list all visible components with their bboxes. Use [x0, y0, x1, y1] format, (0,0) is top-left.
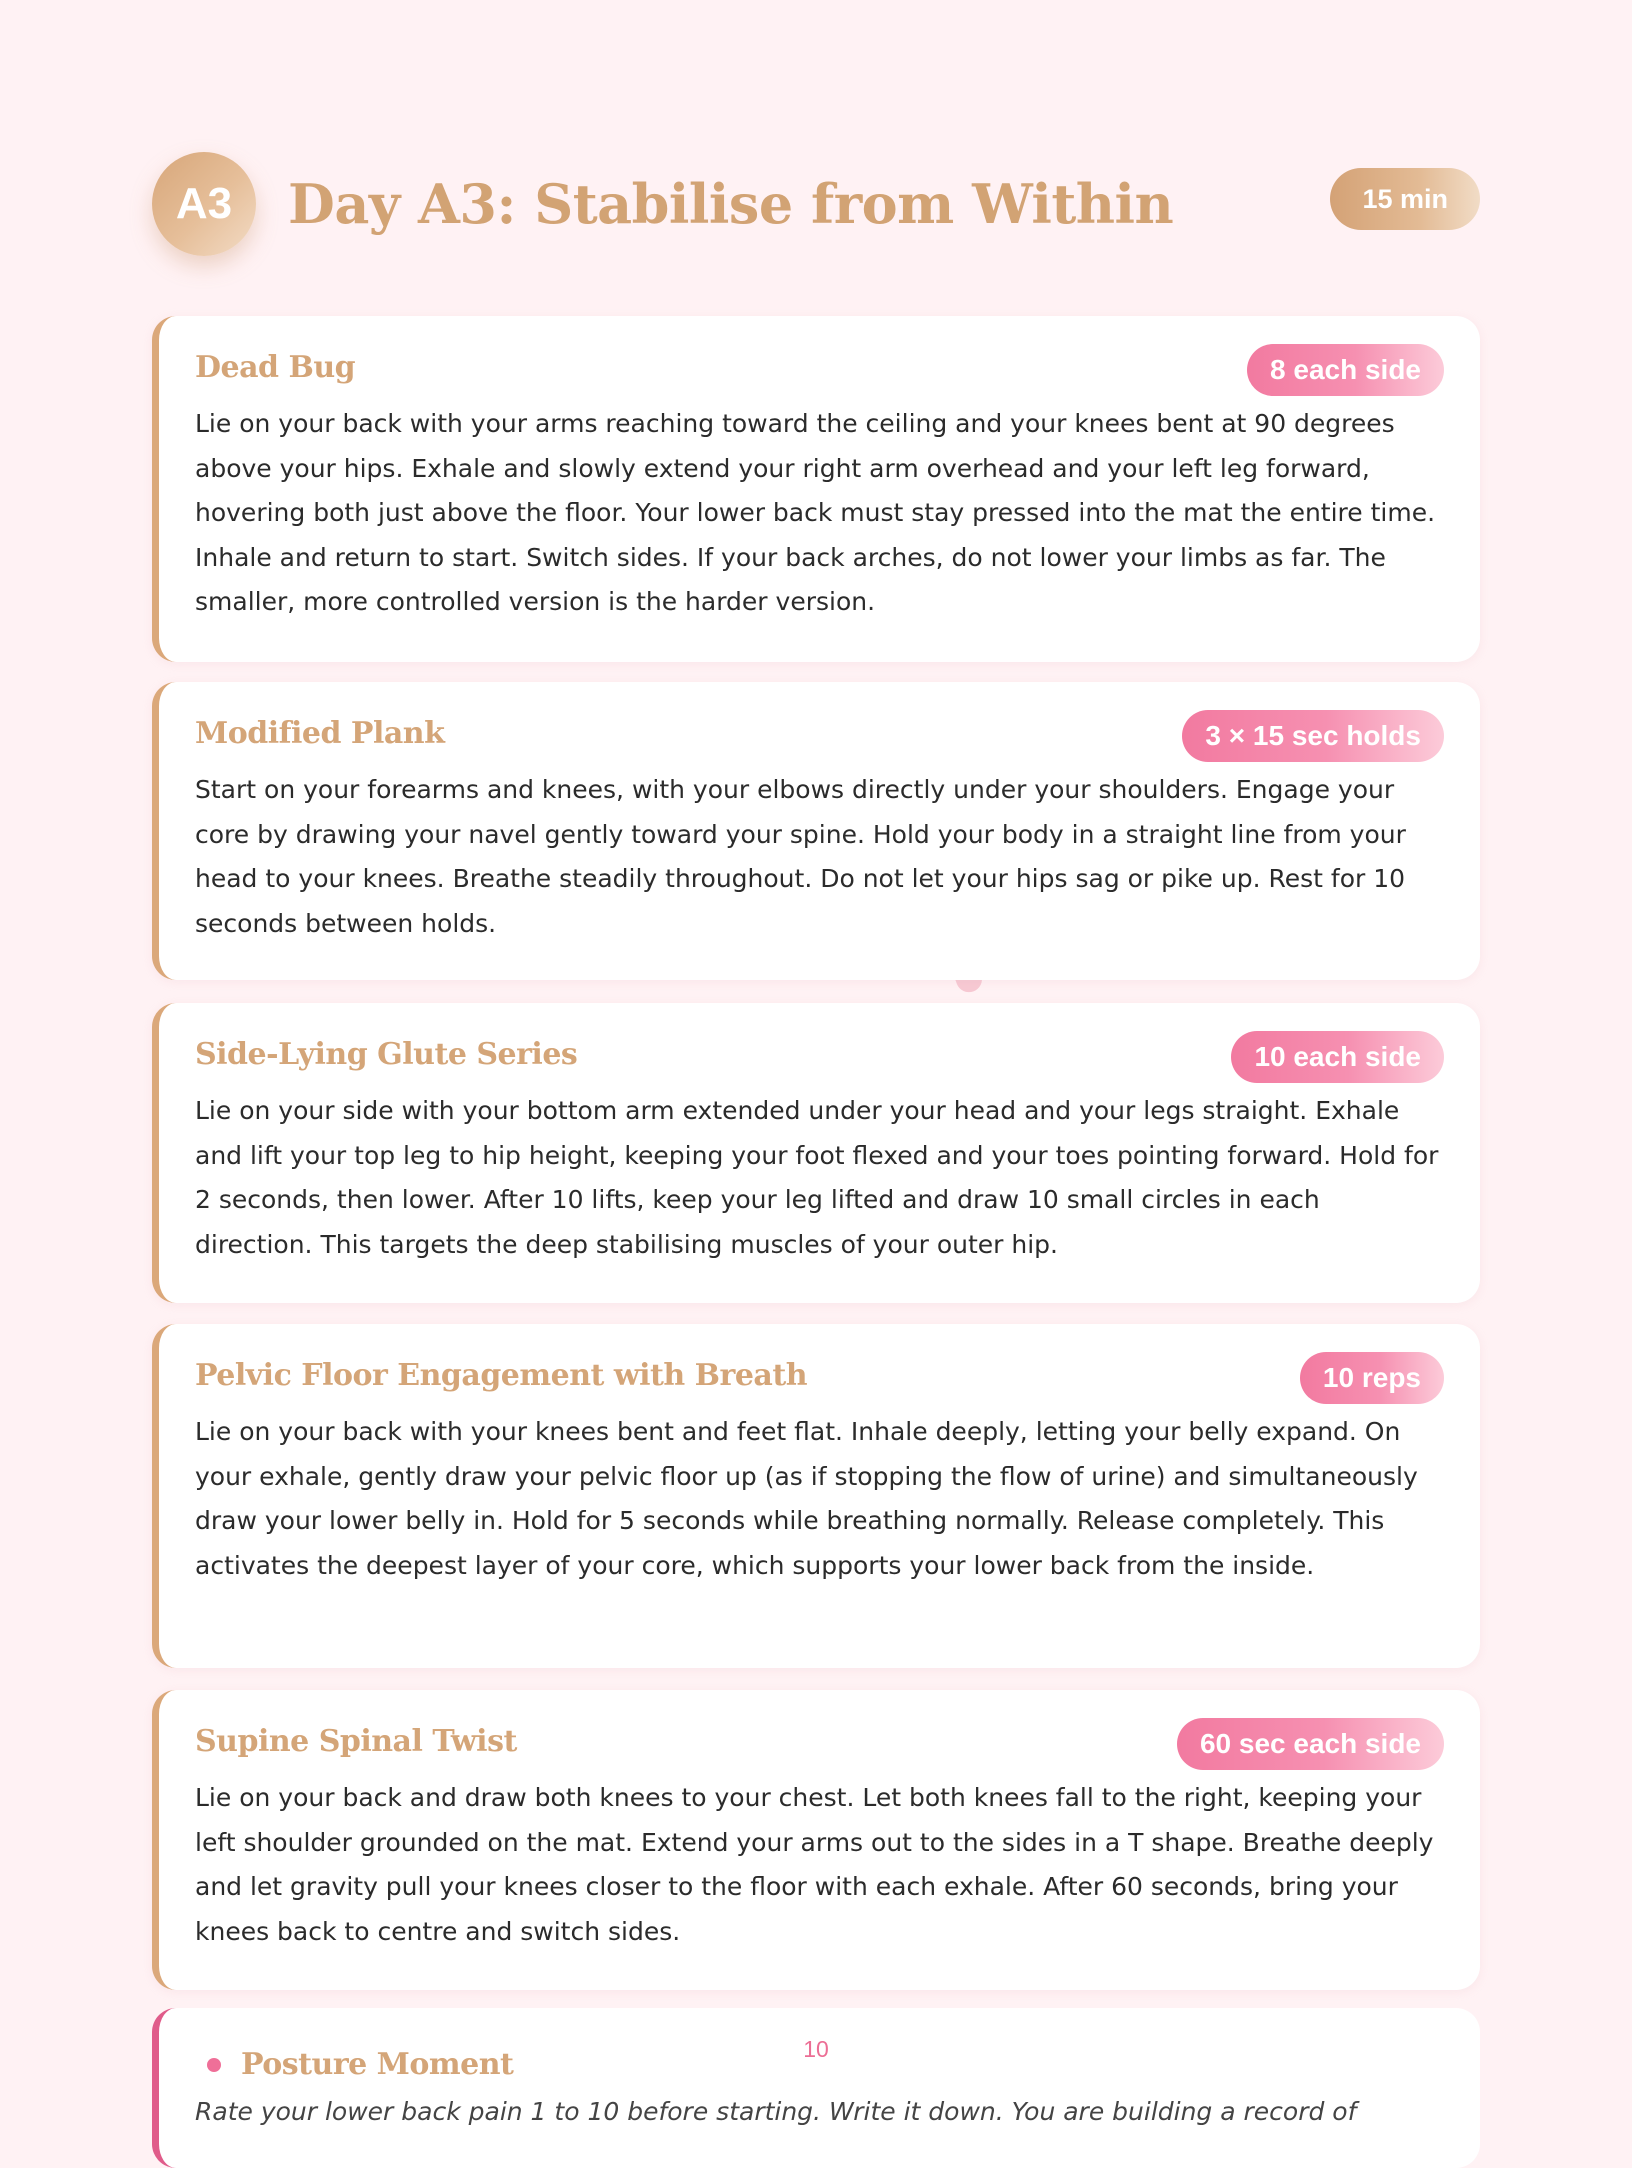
exercise-title: Dead Bug: [195, 350, 356, 385]
exercise-description: Lie on your back with your knees bent and feet flat. Inhale deeply, letting your belly expand. On your exhale, gently draw your pelvic floor up (as if stopping the flow of urine) and simultaneously draw your lower belly in. Hold for 5 seconds while breathing normally. Release completely. This activates the deepest layer of your core, which supports your lower back from the inside.: [195, 1417, 1418, 1580]
exercise-card-dead-bug: [152, 316, 1480, 662]
reps-badge: 10 reps: [1300, 1352, 1444, 1404]
exercise-card-supine-spinal-twist: [152, 1690, 1480, 1990]
tip-title: Posture Moment: [241, 2047, 514, 2082]
reps-badge: 8 each side: [1247, 344, 1444, 396]
day-badge: A3: [152, 152, 256, 256]
posture-tip-card: [152, 2008, 1480, 2168]
duration-badge: 15 min: [1330, 168, 1480, 230]
exercise-title: Pelvic Floor Engagement with Breath: [195, 1358, 808, 1393]
exercise-description: Lie on your back with your arms reaching toward the ceiling and your knees bent at 90 degrees above your hips. Exhale and slowly extend your right arm overhead and your left leg forward, hovering both just above the floor. Your lower back must stay pressed into the mat the entire time. Inhale and return to start. Switch sides. If your back arches, do not lower your limbs as far. The smaller, more controlled version is the harder version.: [195, 409, 1436, 616]
reps-badge: 10 each side: [1231, 1031, 1444, 1083]
bullet-dot-icon: [207, 2058, 221, 2072]
tip-text: Rate your lower back pain 1 to 10 before starting. Write it down. You are building a record of: [195, 2097, 1357, 2126]
exercise-description: Start on your forearms and knees, with your elbows directly under your shoulders. Engage your core by drawing your navel gently toward your spine. Hold your body in a straight line from your head to your knees. Breathe steadily throughout. Do not let your hips sag or pike up. Rest for 10 seconds between holds.: [195, 775, 1406, 938]
exercise-description: Lie on your back and draw both knees to your chest. Let both knees fall to the right, keeping your left shoulder grounded on the mat. Extend your arms out to the sides in a T shape. Breathe deeply and let gravity pull your knees closer to the floor with each exhale. After 60 seconds, bring your knees back to centre and switch sides.: [195, 1783, 1434, 1946]
exercise-title: Supine Spinal Twist: [195, 1724, 517, 1759]
page-number: 10: [803, 2036, 829, 2062]
exercise-card-side-lying-glute-series: [152, 1003, 1480, 1303]
page-title: Day A3: Stabilise from Within: [288, 172, 1174, 236]
day-header: [152, 152, 1480, 256]
reps-badge: 60 sec each side: [1177, 1718, 1444, 1770]
exercise-title: Modified Plank: [195, 716, 445, 751]
exercise-description: Lie on your side with your bottom arm extended under your head and your legs straight. Exhale and lift your top leg to hip height, keeping your foot flexed and your toes pointing forward. Hold for 2 seconds, then lower. After 10 lifts, keep your leg lifted and draw 10 small circles in each direction. This targets the deep stabilising muscles of your outer hip.: [195, 1096, 1439, 1259]
exercise-title: Side-Lying Glute Series: [195, 1037, 578, 1072]
reps-badge: 3 × 15 sec holds: [1182, 710, 1444, 762]
exercise-card-pelvic-floor: [152, 1324, 1480, 1668]
exercise-card-modified-plank: [152, 682, 1480, 980]
